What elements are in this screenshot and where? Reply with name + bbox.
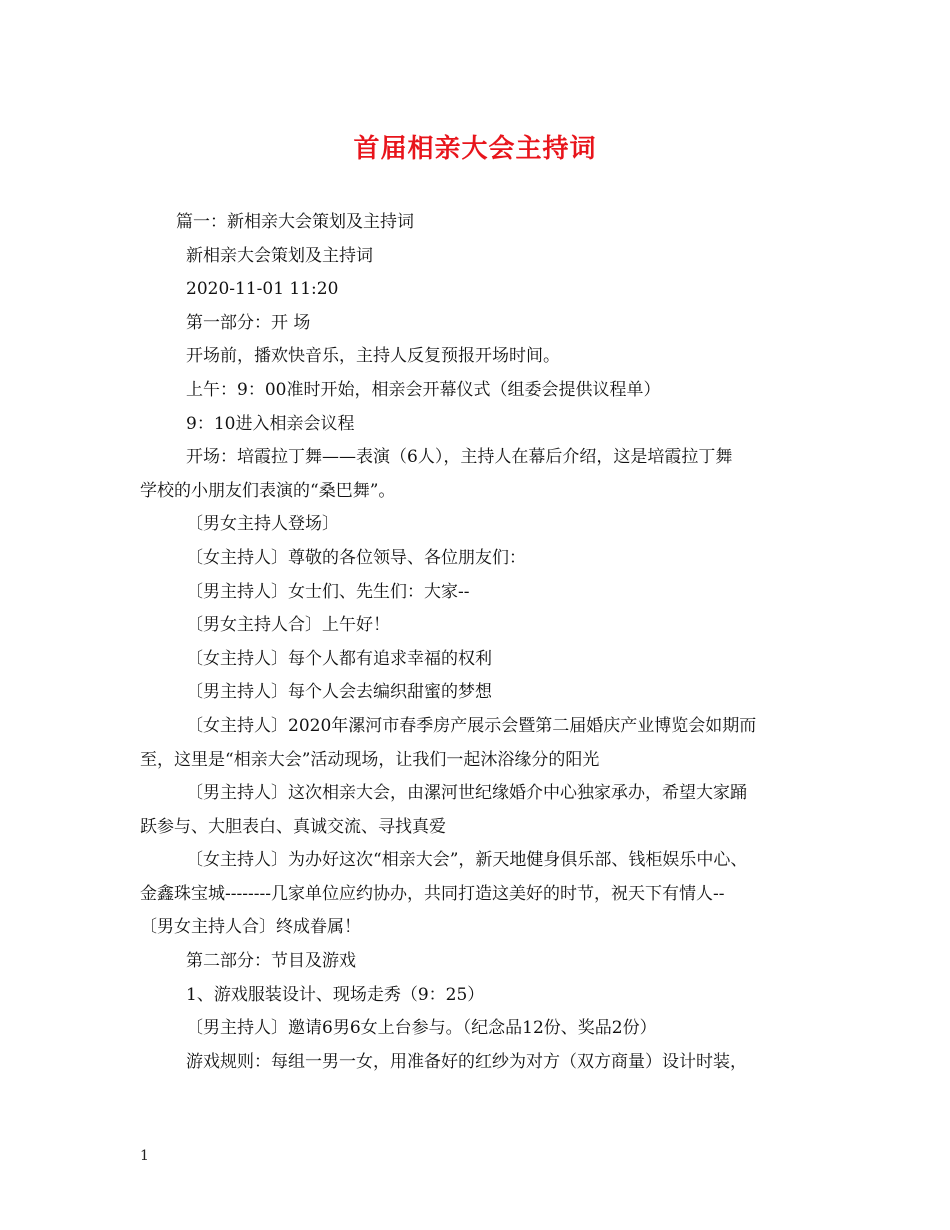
paragraph-line: 〔女主持人〕为办好这次“相亲大会”，新天地健身俱乐部、钱柜娱乐中心、 xyxy=(186,850,748,871)
document-body xyxy=(140,206,820,1079)
paragraph-line: 〔女主持人〕每个人都有追求幸福的权利 xyxy=(186,648,492,669)
paragraph-line: 新相亲大会策划及主持词 xyxy=(186,245,373,266)
paragraph-line: 〔女主持人〕尊敬的各位领导、各位朋友们： xyxy=(186,547,526,568)
paragraph-line: 〔男主持人〕这次相亲大会，由漯河世纪缘婚介中心独家承办，希望大家踊 xyxy=(186,783,747,804)
paragraph-line: 金鑫珠宝城--------几家单位应约协办，共同打造这美好的时节，祝天下有情人-- xyxy=(140,883,725,904)
paragraph-line: 跃参与、大胆表白、真诚交流、寻找真爱 xyxy=(140,816,446,837)
paragraph-line: 开场：培霞拉丁舞——表演（6人），主持人在幕后介绍，这是培霞拉丁舞 xyxy=(186,447,733,468)
section-heading: 篇一：新相亲大会策划及主持词 xyxy=(176,212,414,232)
paragraph-line: 开场前，播欢快音乐，主持人反复预报开场时间。 xyxy=(186,346,560,367)
paragraph-line: 9：10进入相亲会议程 xyxy=(186,413,355,434)
paragraph-line: 〔男女主持人合〕终成眷属！ xyxy=(140,917,361,938)
paragraph-line: 〔男女主持人登场〕 xyxy=(186,514,339,535)
paragraph-line: 〔男主持人〕每个人会去编织甜蜜的梦想 xyxy=(186,682,492,703)
paragraph-line: 2020-11-01 11:20 xyxy=(186,279,339,300)
paragraph-line: 至，这里是“相亲大会”活动现场，让我们一起沐浴缘分的阳光 xyxy=(140,749,600,770)
paragraph-line: 学校的小朋友们表演的“桑巴舞”。 xyxy=(140,480,396,501)
paragraph-line: 〔男主持人〕女士们、先生们：大家-- xyxy=(186,581,470,602)
paragraph-line: 游戏规则：每组一男一女，用准备好的红纱为对方（双方商量）设计时装， xyxy=(186,1051,747,1072)
paragraph-line: 第一部分：开 场 xyxy=(186,312,311,333)
paragraph-line: 第二部分：节目及游戏 xyxy=(186,951,356,972)
document-title: 首届相亲大会主持词 xyxy=(353,134,597,164)
paragraph-line: 〔男女主持人合〕上午好！ xyxy=(186,615,390,636)
paragraph-line: 上午：9：00准时开始，相亲会开幕仪式（组委会提供议程单） xyxy=(186,379,661,400)
paragraph-line: 〔女主持人〕2020年漯河市春季房产展示会暨第二届婚庆产业博览会如期而 xyxy=(186,715,757,736)
paragraph-line: 1、游戏服装设计、现场走秀（9：25） xyxy=(186,984,485,1005)
paragraph-line: 〔男主持人〕邀请6男6女上台参与。（纪念品12份、奖品2份） xyxy=(186,1018,657,1039)
page-number: 1 xyxy=(140,1148,149,1164)
